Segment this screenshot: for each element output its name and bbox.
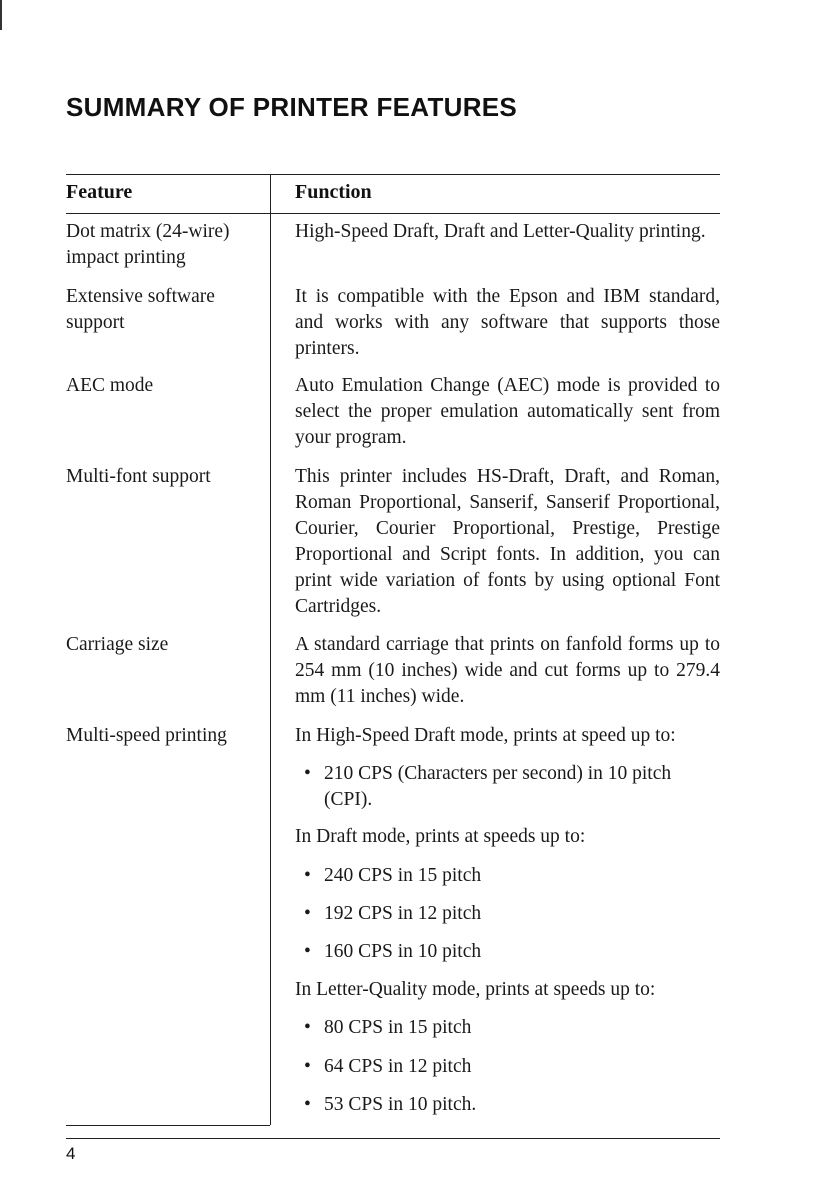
page-title: SUMMARY OF PRINTER FEATURES: [66, 92, 518, 122]
row-6-feature: Multi-speed printing: [66, 725, 227, 746]
row-1-feature: Dot matrix (24-wire) impact printing: [66, 221, 230, 268]
draft-intro: In Draft mode, prints at speeds up to:: [295, 826, 586, 847]
table-header-rule: [66, 213, 720, 214]
page-number: 4: [66, 1144, 76, 1163]
column-header-function: Function: [295, 181, 372, 203]
letter-quality-intro: In Letter-Quality mode, prints at speeds up to:: [295, 979, 656, 1000]
speed-item-text: 53 CPS in 10 pitch.: [324, 1094, 477, 1115]
row-5-feature: Carriage size: [66, 634, 169, 655]
list-item: [304, 1015, 718, 1041]
row-5-function: A standard carriage that prints on fanfold forms up to 254 mm (10 inches) wide and cut forms up to 279.4 mm (11 inches) wide.: [295, 634, 720, 707]
bullet-icon: •: [304, 1056, 311, 1077]
list-item: [304, 939, 718, 965]
speed-item-text: 210 CPS (Characters per second) in 10 pitch (CPI).: [324, 763, 672, 810]
speed-item-text: 160 CPS in 10 pitch: [324, 941, 482, 962]
scan-edge-mark: [0, 0, 2, 30]
speed-item-text: 240 CPS in 15 pitch: [324, 865, 482, 886]
row-2-feature: Extensive software support: [66, 286, 215, 333]
column-header-feature: Feature: [66, 181, 133, 203]
bullet-icon: •: [304, 903, 311, 924]
bullet-icon: •: [304, 865, 311, 886]
list-item: [304, 901, 718, 927]
bullet-icon: •: [304, 763, 311, 784]
speed-item-text: 64 CPS in 12 pitch: [324, 1056, 472, 1077]
column-divider: [270, 174, 271, 1125]
row-3-function: Auto Emulation Change (AEC) mode is provided to select the proper emulation automatically sent from your program.: [295, 375, 720, 448]
table-bottom-rule: [66, 1125, 270, 1126]
speed-item-text: 80 CPS in 15 pitch: [324, 1017, 472, 1038]
list-item: [304, 863, 718, 889]
table-top-rule: [66, 174, 720, 175]
footer-rule: [66, 1138, 720, 1139]
row-4-function: This printer includes HS-Draft, Draft, and Roman, Roman Proportional, Sanserif, Sanserif Proportional, Courier, Courier Proportional, Prestige, Prestige Proportional and Script fonts. In addition, you can print wide variation of fonts by using optional Font Cartridges.: [295, 466, 720, 617]
bullet-icon: •: [304, 941, 311, 962]
bullet-icon: •: [304, 1017, 311, 1038]
row-1-function: High-Speed Draft, Draft and Letter-Quality printing.: [295, 221, 706, 242]
row-3-feature: AEC mode: [66, 375, 154, 396]
list-item: [304, 1054, 718, 1080]
row-2-function: It is compatible with the Epson and IBM standard, and works with any software that supports those printers.: [295, 286, 720, 359]
list-item: [304, 761, 718, 813]
speed-item-text: 192 CPS in 12 pitch: [324, 903, 482, 924]
hs-draft-intro: In High-Speed Draft mode, prints at speed up to:: [295, 725, 676, 746]
row-4-feature: Multi-font support: [66, 466, 211, 487]
list-item: [304, 1092, 718, 1118]
bullet-icon: •: [304, 1094, 311, 1115]
